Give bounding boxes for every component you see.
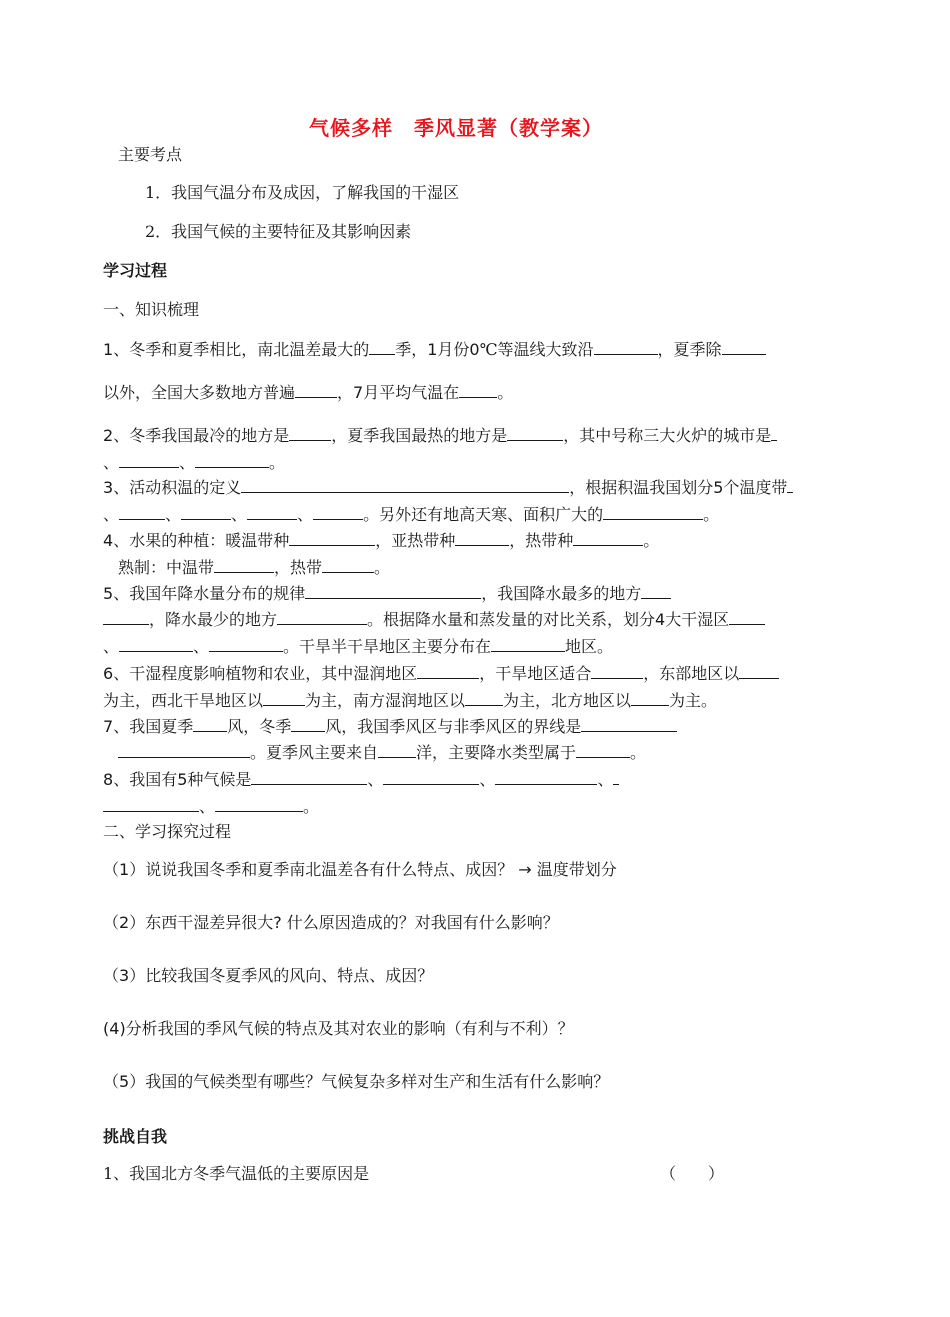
question-5-line-3 xyxy=(103,635,613,658)
text: 。 xyxy=(643,531,660,550)
text: ，干旱地区适合 xyxy=(479,664,592,683)
answer-blank[interactable] xyxy=(465,689,503,706)
text: ）我国的气候类型有哪些？气候复杂多样对生产和生活有什么影响？ xyxy=(129,1072,610,1091)
answer-blank[interactable] xyxy=(118,741,250,758)
answer-blank[interactable] xyxy=(383,768,479,785)
answer-blank[interactable] xyxy=(291,715,325,732)
question-1-line-2 xyxy=(103,381,513,404)
text: 。 xyxy=(497,383,514,402)
question-8-line-1 xyxy=(103,768,619,791)
section2-heading: 二、学习探究过程 xyxy=(103,822,232,841)
text: 、水果的种植：暖温带种 xyxy=(113,531,290,550)
answer-blank[interactable] xyxy=(603,503,703,520)
answer-blank[interactable] xyxy=(209,635,283,652)
challenge-question-1: 1、我国北方冬季气温低的主要原因是 xyxy=(103,1164,370,1183)
answer-blank[interactable] xyxy=(103,608,149,625)
question-2-line-2 xyxy=(103,451,285,474)
answer-blank[interactable] xyxy=(195,451,269,468)
answer-blank[interactable] xyxy=(289,424,331,441)
main-points-heading: 主要考点 xyxy=(118,145,183,164)
text: ， xyxy=(337,383,354,402)
answer-blank[interactable] xyxy=(495,768,597,785)
text: 地区。 xyxy=(565,637,614,656)
text: 什么原因造成的？对我国有什么影响？ xyxy=(281,913,559,932)
text: 、 xyxy=(297,505,314,524)
question-3-line-1 xyxy=(103,476,793,499)
text: 。 xyxy=(374,558,391,577)
text: ，夏季除 xyxy=(657,340,722,359)
text: ，东部地区以 xyxy=(643,664,740,683)
text: 个温度带 xyxy=(723,478,788,497)
text: ℃等温线大致沿 xyxy=(479,340,594,359)
text: 月份 xyxy=(437,340,470,359)
text: ）比较我国冬夏季风的风向、特点、成因？ xyxy=(129,966,434,985)
answer-blank[interactable] xyxy=(369,338,395,355)
answer-blank[interactable] xyxy=(247,503,297,520)
text: 为主，南方湿润地区以 xyxy=(305,691,466,710)
text: 温度带划分 xyxy=(531,860,617,879)
text: 、 xyxy=(199,797,216,816)
answer-blank[interactable] xyxy=(241,476,569,493)
explore-question-4 xyxy=(103,1018,574,1040)
text: ，其中号称三大火炉的城市是 xyxy=(563,426,772,445)
text: 、 xyxy=(179,453,196,472)
text: 、干湿程度影响植物和农业，其中湿润地区 xyxy=(113,664,418,683)
text: 。根据降水量和蒸发量的对比关系，划分 xyxy=(367,610,656,629)
answer-blank[interactable] xyxy=(181,503,231,520)
question-number: 4 xyxy=(103,531,114,550)
question-number: 1 xyxy=(103,340,114,359)
answer-blank[interactable] xyxy=(641,582,671,599)
question-3-line-2 xyxy=(103,503,719,526)
text: 。 xyxy=(303,797,320,816)
question-4-line-2 xyxy=(118,556,390,579)
question-8-line-2 xyxy=(103,795,319,818)
text: )分析我国的季风气候的特点及其对农业的影响（有利与不利）？ xyxy=(119,1019,574,1038)
text: 。 xyxy=(269,453,286,472)
text: 。 xyxy=(630,743,647,762)
text: ，热带种 xyxy=(509,531,574,550)
answer-blank[interactable] xyxy=(729,608,765,625)
answer-blank[interactable] xyxy=(739,662,779,679)
text: ，根据积温我国划分 xyxy=(569,478,714,497)
answer-blank[interactable] xyxy=(295,381,337,398)
text: 、我国夏季 xyxy=(113,717,194,736)
answer-blank[interactable] xyxy=(591,662,643,679)
question-6-line-2 xyxy=(103,689,717,712)
text: 风，我国季风区与非季风区的界线是 xyxy=(325,717,582,736)
answer-blank[interactable] xyxy=(103,795,199,812)
text: ，热带 xyxy=(274,558,323,577)
answer-blank[interactable] xyxy=(771,424,777,441)
text: 7 xyxy=(353,383,364,402)
text: 、 xyxy=(231,505,248,524)
answer-blank[interactable] xyxy=(594,338,658,355)
question-number: 7 xyxy=(103,717,114,736)
text: 、活动积温的定义 xyxy=(113,478,242,497)
answer-blank[interactable] xyxy=(581,715,677,732)
answer-blank[interactable] xyxy=(263,689,305,706)
answer-blank[interactable] xyxy=(322,556,374,573)
answer-blank[interactable] xyxy=(576,741,630,758)
explore-question-2 xyxy=(103,912,559,934)
text: 。 xyxy=(703,505,720,524)
answer-blank[interactable] xyxy=(613,768,619,785)
text: 1 xyxy=(427,340,438,359)
text: 、冬季和夏季相比，南北温差最大的 xyxy=(113,340,370,359)
text: 为主，西北干旱地区以 xyxy=(103,691,264,710)
answer-blank[interactable] xyxy=(573,529,643,546)
answer-blank[interactable] xyxy=(507,424,563,441)
answer-blank[interactable] xyxy=(119,635,193,652)
text: 熟制：中温带 xyxy=(118,558,215,577)
question-5-line-1 xyxy=(103,582,671,605)
answer-blank[interactable] xyxy=(119,503,165,520)
answer-blank[interactable] xyxy=(459,381,497,398)
text: （ xyxy=(103,966,120,985)
text: 、 xyxy=(479,770,496,789)
text: 月平均气温在 xyxy=(363,383,460,402)
answer-blank[interactable] xyxy=(491,635,565,652)
question-7-line-1 xyxy=(103,715,677,738)
text: ，夏季我国最热的地方是 xyxy=(331,426,508,445)
text: 4 xyxy=(109,1019,120,1038)
answer-blank[interactable] xyxy=(455,529,509,546)
main-point-item: 1．我国气温分布及成因，了解我国的干湿区 xyxy=(145,183,460,202)
section1-heading: 一、知识梳理 xyxy=(103,300,200,319)
text: 为主，北方地区以 xyxy=(503,691,632,710)
text: 4 xyxy=(655,610,666,629)
learning-process-heading: 学习过程 xyxy=(103,261,168,280)
text: 、 xyxy=(103,505,120,524)
challenge-heading: 挑战自我 xyxy=(103,1127,168,1146)
text: （ xyxy=(103,860,120,879)
text: ? xyxy=(273,913,282,932)
question-number: 6 xyxy=(103,664,114,683)
answer-blank[interactable] xyxy=(787,476,793,493)
text: 、 xyxy=(597,770,614,789)
text: 5 xyxy=(119,1072,130,1091)
question-number: 5 xyxy=(103,584,114,603)
answer-blank[interactable] xyxy=(193,715,227,732)
answer-blank[interactable] xyxy=(417,662,479,679)
text: ( xyxy=(103,1019,110,1038)
text: 种气候是 xyxy=(187,770,252,789)
explore-question-1 xyxy=(103,859,617,881)
text: 、我国有 xyxy=(113,770,178,789)
text: ）说说我国冬季和夏季南北温差各有什么特点、成因？ xyxy=(129,860,519,879)
text: 2 xyxy=(119,913,130,932)
arrow-icon: → xyxy=(518,860,532,879)
explore-question-3 xyxy=(103,965,433,987)
text: （ xyxy=(103,1072,120,1091)
answer-blank[interactable] xyxy=(215,795,303,812)
question-6-line-1 xyxy=(103,662,779,685)
text: 。另外还有地高天寒、面积广大的 xyxy=(363,505,604,524)
text: 季， xyxy=(395,340,428,359)
text: 洋，主要降水类型属于 xyxy=(416,743,577,762)
text: 以外，全国大多数地方普遍 xyxy=(103,383,296,402)
answer-blank[interactable] xyxy=(378,741,416,758)
answer-blank[interactable] xyxy=(214,556,274,573)
text: ，亚热带种 xyxy=(375,531,456,550)
question-number: 3 xyxy=(103,478,114,497)
answer-blank[interactable] xyxy=(289,529,375,546)
question-7-line-2 xyxy=(118,741,646,764)
answer-blank[interactable] xyxy=(119,451,179,468)
answer-blank[interactable] xyxy=(277,608,367,625)
main-point-item: 2．我国气候的主要特征及其影响因素 xyxy=(145,222,412,241)
question-number: 2 xyxy=(103,426,114,445)
answer-blank[interactable] xyxy=(305,582,481,599)
question-2-line-1 xyxy=(103,424,777,447)
answer-parentheses[interactable]: （ ） xyxy=(660,1164,725,1183)
question-5-line-2 xyxy=(103,608,765,631)
text: 、 xyxy=(103,637,120,656)
text: 为主。 xyxy=(669,691,718,710)
answer-blank[interactable] xyxy=(251,768,367,785)
answer-blank[interactable] xyxy=(631,689,669,706)
question-number: 8 xyxy=(103,770,114,789)
text: 风，冬季 xyxy=(227,717,292,736)
text: ）东西干湿差异很大 xyxy=(129,913,274,932)
text: 、我国年降水量分布的规律 xyxy=(113,584,306,603)
text: 、冬季我国最冷的地方是 xyxy=(113,426,290,445)
text: 。干旱半干旱地区主要分布在 xyxy=(283,637,492,656)
document-title: 气候多样 季风显著（教学案） xyxy=(309,116,603,140)
text: 5 xyxy=(177,770,188,789)
text: 0 xyxy=(469,340,480,359)
explore-question-5 xyxy=(103,1071,609,1093)
text: 、 xyxy=(193,637,210,656)
question-4-line-1 xyxy=(103,529,659,552)
text: 3 xyxy=(119,966,130,985)
text: 、 xyxy=(367,770,384,789)
text: ，降水最少的地方 xyxy=(149,610,278,629)
text: 5 xyxy=(713,478,724,497)
text: 。夏季风主要来自 xyxy=(250,743,379,762)
text: 、 xyxy=(165,505,182,524)
text: （ xyxy=(103,913,120,932)
answer-blank[interactable] xyxy=(722,338,766,355)
text: ，我国降水最多的地方 xyxy=(481,584,642,603)
text: 大干湿区 xyxy=(665,610,730,629)
text: 、 xyxy=(103,453,120,472)
question-1-line-1 xyxy=(103,338,766,361)
text: 1 xyxy=(119,860,130,879)
answer-blank[interactable] xyxy=(313,503,363,520)
